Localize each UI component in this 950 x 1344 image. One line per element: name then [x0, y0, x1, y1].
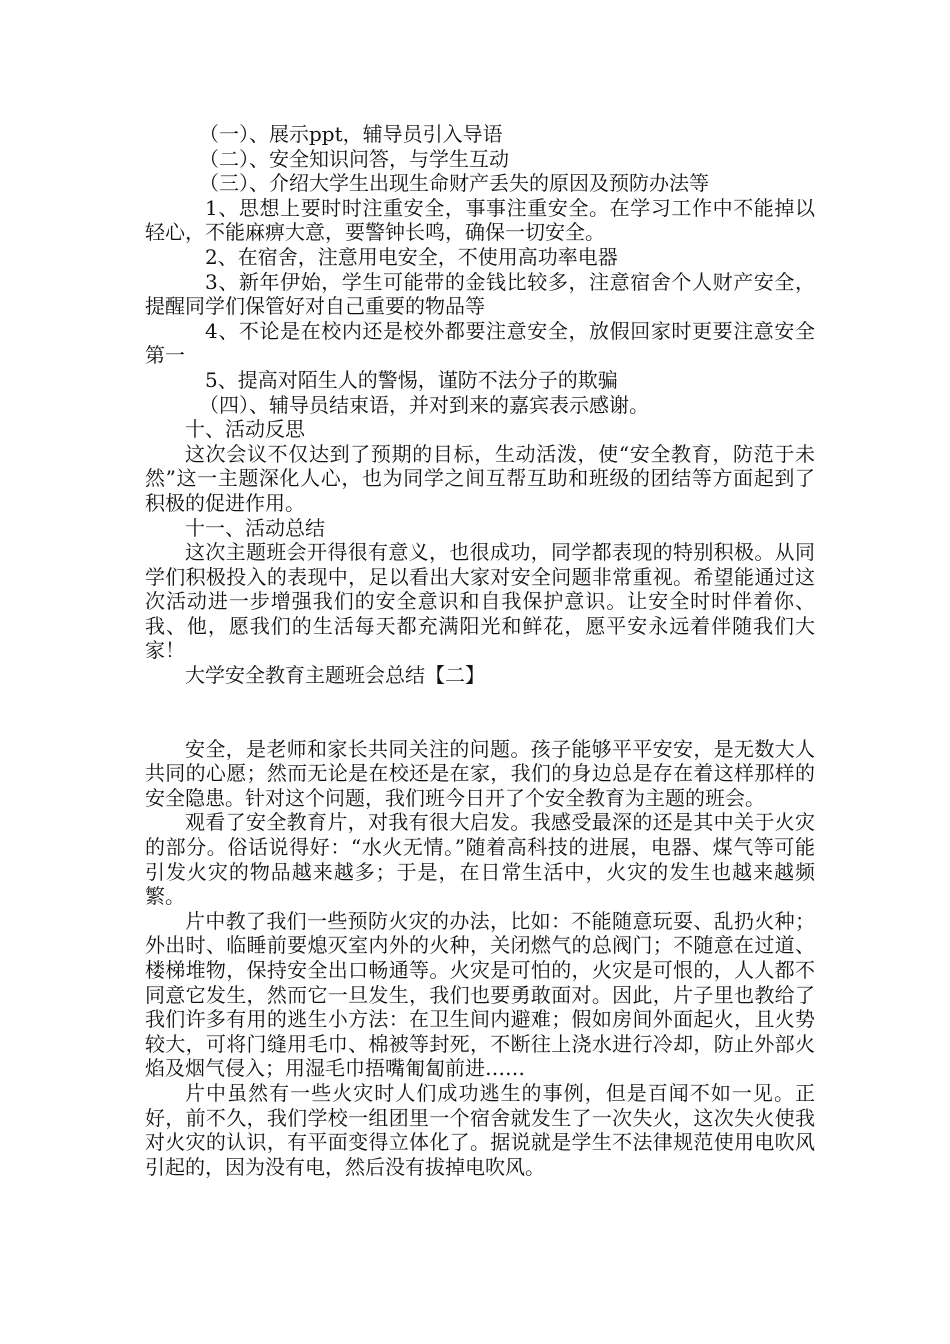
paragraph-step-5: 5、提高对陌生人的警惕，谨防不法分子的欺骗	[205, 367, 618, 392]
blank-spacer	[145, 688, 815, 737]
paragraph-summary: 这次主题班会开得很有意义，也很成功，同学都表现的特别积极。从同学们积极投入的表现中，足以看出大家对安全问题非常重视。希望能通过这次活动进一步增强我们的安全意识和自我保护意识。让安全时时伴着你、我、他，愿我们的生活每天都充满阳光和鲜花，愿平安永远着伴随我们大家！	[145, 540, 815, 663]
article-title-two: 大学安全教育主题班会总结【二】	[185, 663, 485, 688]
paragraph-item-2: （二）、安全知识问答，与学生互动	[199, 146, 509, 171]
paragraph-reflection: 这次会议不仅达到了预期的目标，生动活泼，使“安全教育，防范于未然”这一主题深化人心，也为同学之间互帮互助和班级的团结等方面起到了积极的促进作用。	[145, 441, 815, 515]
paragraph-item-1: （一）、展示ppt，辅导员引入导语	[199, 122, 503, 146]
paragraph-step-4: 4、不论是在校内还是校外都要注意安全，放假回家时更要注意安全第一	[145, 318, 815, 368]
paragraph-step-2: 2、在宿舍，注意用电安全，不使用高功率电器	[205, 244, 618, 269]
paragraph-item-4: （四）、辅导员结束语，并对到来的嘉宾表示感谢。	[199, 392, 649, 417]
paragraph-intro: 安全，是老师和家长共同关注的问题。孩子能够平平安安，是无数大人共同的心愿；然而无论是在校还是在家，我们的身边总是存在着这样那样的安全隐患。针对这个问题，我们班今日开了个安全教育为主题的班会。	[145, 736, 815, 810]
document-body	[145, 122, 815, 1179]
section-heading-summary: 十一、活动总结	[185, 515, 325, 540]
paragraph-prevention: 片中教了我们一些预防火灾的办法，比如：不能随意玩耍、乱扔火种；外出时、临睡前要熄灭室内外的火种，关闭燃气的总阀门；不随意在过道、楼梯堆物，保持安全出口畅通等。火灾是可怕的，火灾是可恨的，人人都不同意它发生，然而它一旦发生，我们也要勇敢面对。因此，片子里也教给了我们许多有用的逃生小方法：在卫生间内避难；假如房间外面起火，且火势较大，可将门缝用毛巾、棉被等封死，不断往上浇水进行冷却，防止外部火焰及烟气侵入；用湿毛巾捂嘴匍匐前进……	[145, 908, 815, 1081]
section-heading-reflection: 十、活动反思	[185, 417, 305, 442]
paragraph-step-3: 3、新年伊始，学生可能带的金钱比较多，注意宿舍个人财产安全，提醒同学们保管好对自己重要的物品等	[145, 269, 815, 319]
paragraph-example: 片中虽然有一些火灾时人们成功逃生的事例，但是百闻不如一见。正好，前不久，我们学校一组团里一个宿舍就发生了一次失火，这次失火使我对火灾的认识，有平面变得立体化了。据说就是学生不法律规范使用电吹风引起的，因为没有电，然后没有拔掉电吹风。	[145, 1080, 815, 1179]
paragraph-item-3: （三）、介绍大学生出现生命财产丢失的原因及预防办法等	[199, 171, 709, 196]
paragraph-step-1: 1、思想上要时时注重安全，事事注重安全。在学习工作中不能掉以轻心，不能麻痹大意，要警钟长鸣，确保一切安全。	[145, 195, 815, 245]
paragraph-video: 观看了安全教育片，对我有很大启发。我感受最深的还是其中关于火灾的部分。俗话说得好：“水火无情。”随着高科技的进展，电器、煤气等可能引发火灾的物品越来越多；于是，在日常生活中，火灾的发生也越来越频繁。	[145, 810, 815, 909]
